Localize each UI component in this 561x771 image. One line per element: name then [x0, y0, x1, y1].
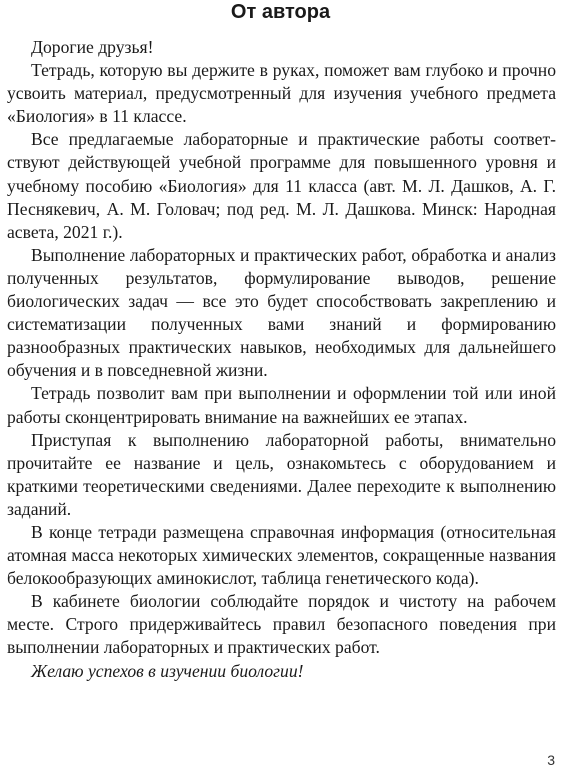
text-paragraph: В конце тетради размещена справочная информация (относительная атомная масса некоторых химических элементов, сокращенные названия белокообразующих аминокислот, таблица генетического кода).	[7, 521, 556, 589]
page-title: От автора	[230, 1, 331, 23]
text-paragraph: Выполнение лабораторных и практических работ, обработка и анализ полученных результатов, формулирование выводов, решение биологических задач — все это будет способствовать закреплению и систематизации полученных вами знаний и формированию разнообразных практических навыков, необходимых для дальнейшего обучения и в повседневной жизни.	[7, 244, 556, 381]
text-paragraph: Приступая к выполнению лабораторной работы, внимательно прочитайте ее название и цель, ознакомьтесь с оборудованием и краткими теоретическими сведениями. Далее переходите к выполнению заданий.	[7, 429, 556, 519]
text-paragraph: Тетрадь позволит вам при выполнении и оформлении той или иной работы сконцентрировать внимание на важнейших ее этапах.	[7, 383, 556, 427]
text-paragraph: Все предлагаемые лабораторные и практические работы соответствуют действующей учебной программе для повышенного уровня и учебному пособию «Биология» для 11 класса (авт. М. Л. Дашков, А. Г. Песнякевич, А. М. Головач; под ред. М. Л. Дашкова. Минск: Народная асвета, 2021 г.).	[7, 129, 556, 242]
page-number: 3	[547, 752, 555, 768]
text-paragraph: В кабинете биологии соблюдайте порядок и чистоту на рабочем месте. Строго придерживайтесь правил безопасного поведения при выполнении лабораторных и практических работ.	[7, 591, 556, 658]
body-text	[7, 36, 556, 683]
greeting-paragraph: Дорогие друзья!	[31, 37, 154, 57]
closing-wish: Желаю успехов в изучении биологии!	[31, 660, 304, 681]
text-paragraph: Тетрадь, которую вы держите в руках, поможет вам глубоко и прочно усвоить материал, предусмотренный для изучения учебного предмета «Биология» в 11 классе.	[7, 60, 556, 127]
